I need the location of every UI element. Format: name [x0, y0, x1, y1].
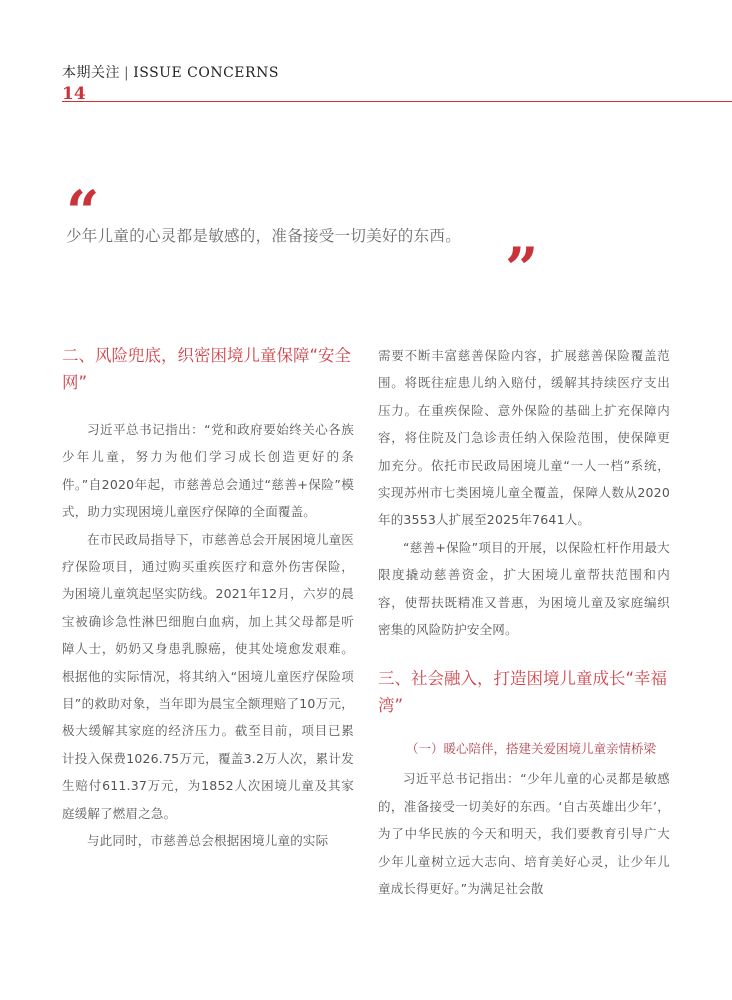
page-header [62, 62, 279, 104]
header-rule [62, 101, 732, 102]
left-column [62, 342, 354, 855]
paragraph: 在市民政局指导下，市慈善总会开展困境儿童医疗保险项目，通过购买重疾医疗和意外伤害保险，为困境儿童筑起坚实防线。2021年12月，六岁的晨宝被确诊急性淋巴细胞白血病，加上其父母都是听障人士，奶奶又身患乳腺癌，使其处境愈发艰难。根据他的实际情况，将其纳入“困境儿童医疗保险项目”的救助对象，当年即为晨宝全额理赔了10万元，极大缓解其家庭的经济压力。截至目前，项目已累计投入保费1026.75万元，覆盖3.2万人次，累计发生赔付611.37万元，为1852人次困境儿童及其家庭缓解了燃眉之急。 [62, 531, 354, 821]
section-title [62, 62, 279, 82]
pull-quote-text: 少年儿童的心灵都是敏感的，准备接受一切美好的东西。 [66, 227, 462, 245]
header-separator: | [124, 65, 130, 81]
paragraph: 习近平总书记指出：“党和政府要始终关心各族少年儿童，努力为他们学习成长创造更好的条件。”自2020年起，市慈善总会通过“慈善+保险”模式，助力实现困境儿童医疗保障的全面覆盖。 [62, 422, 354, 520]
paragraph: 与此同时，市慈善总会根据困境儿童的实际 [87, 833, 329, 849]
paragraph: “慈善+保险”项目的开展，以保险杠杆作用最大限度撬动慈善资金，扩大困境儿童帮扶范围和内容，使帮扶既精准又普惠，为困境儿童及家庭编织密集的风险防护安全网。 [378, 539, 670, 638]
right-column [378, 342, 670, 903]
paragraph: 需要不断丰富慈善保险内容，扩展慈善保险覆盖范围。将既往症患儿纳入赔付，缓解其持续医疗支出压力。在重疾保险、意外保险的基础上扩充保障内容，将住院及门急诊责任纳入保险范围，使保障更加充分。依托市民政局困境儿童“一人一档”系统，实现苏州市七类困境儿童全覆盖，保障人数从2020年的3553人扩展至2025年7641人。 [378, 348, 670, 528]
quote-open-mark: “ [66, 178, 100, 246]
page-number: 14 [62, 84, 86, 104]
paragraph: 习近平总书记指出：“少年儿童的心灵都是敏感的，准备接受一切美好的东西。‘自古英雄出少年’，为了中华民族的今天和明天，我们要教育引导广大少年儿童树立远大志向、培育美好心灵，让少年儿童成长得更好。”为满足社会散 [378, 771, 670, 897]
quote-close-mark: ” [505, 235, 539, 303]
section-heading-2: 二、风险兜底，织密困境儿童保障“安全网” [62, 346, 352, 392]
section-title-cn: 本期关注 [62, 65, 120, 81]
sub-heading-1: （一）暖心陪伴，搭建关爱困境儿童亲情桥梁 [406, 741, 657, 757]
section-heading-3: 三、社会融入，打造困境儿童成长“幸福湾” [378, 669, 668, 716]
section-title-en: ISSUE CONCERNS [133, 65, 279, 81]
